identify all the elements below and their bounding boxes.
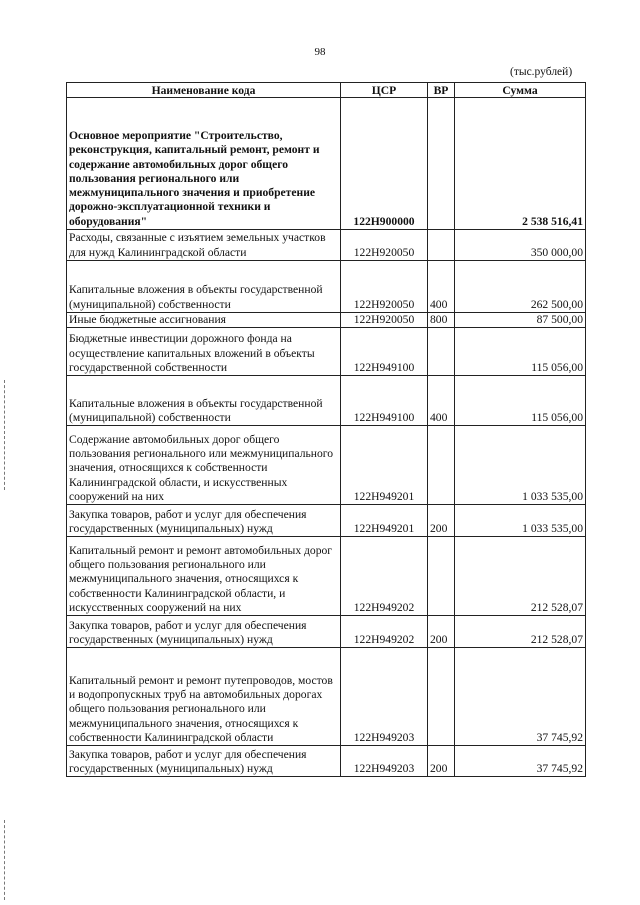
row-name: Содержание автомобильных дорог общего пользования регионального или межмуниципального значения, относящихся к собственности Калининградской области, и искусственных сооружений на них [67,426,341,505]
row-name: Закупка товаров, работ и услуг для обеспечения государственных (муниципальных) нужд [67,616,341,648]
row-name: Капитальные вложения в объекты государственной (муниципальной) собственности [67,376,341,426]
row-csr: 122Н949202 [341,537,428,616]
row-name: Капитальный ремонт и ремонт путепроводов, мостов и водопропускных труб на автомобильных дорогах общего пользования регионального или межмуниципального значения, относящихся к собственности Калининградской области [67,648,341,746]
row-vr: 400 [428,376,455,426]
row-csr: 122Н949100 [341,328,428,376]
table-row [67,648,586,746]
row-sum: 115 056,00 [455,328,586,376]
table-row [67,746,586,777]
scan-margin-mark [4,820,5,900]
row-name: Основное мероприятие "Строительство, реконструкция, капитальный ремонт, ремонт и содержание автомобильных дорог общего пользования регионального или межмуниципального значения и приобретение дорожно-эксплуатационной техники и оборудования" [67,98,341,230]
header-csr: ЦСР [341,83,428,98]
row-csr: 122Н949201 [341,505,428,537]
row-name: Капитальные вложения в объекты государственной (муниципальной) собственности [67,261,341,313]
table-row [67,261,586,313]
row-sum: 212 528,07 [455,537,586,616]
row-sum: 350 000,00 [455,230,586,261]
row-vr [428,328,455,376]
row-name: Капитальный ремонт и ремонт автомобильных дорог общего пользования регионального или межмуниципального значения, относящихся к собственности Калининградской области, и искусственных сооружений на них [67,537,341,616]
header-vr: ВР [428,83,455,98]
budget-table [66,82,586,777]
row-csr: 122Н949100 [341,376,428,426]
row-vr: 200 [428,505,455,537]
table-row [67,376,586,426]
row-vr [428,537,455,616]
row-sum: 1 033 535,00 [455,505,586,537]
row-vr: 200 [428,616,455,648]
page-number: 98 [314,46,326,58]
table-row [67,505,586,537]
row-vr [428,426,455,505]
row-sum: 262 500,00 [455,261,586,313]
row-vr: 400 [428,261,455,313]
row-name: Иные бюджетные ассигнования [67,313,341,328]
row-csr: 122Н920050 [341,230,428,261]
row-name: Закупка товаров, работ и услуг для обеспечения государственных (муниципальных) нужд [67,746,341,777]
row-sum: 37 745,92 [455,648,586,746]
table-row [67,537,586,616]
row-csr: 122Н949202 [341,616,428,648]
table-row [67,230,586,261]
row-sum: 87 500,00 [455,313,586,328]
row-name: Расходы, связанные с изъятием земельных участков для нужд Калининградской области [67,230,341,261]
table-header-row [67,83,586,98]
table-row [67,313,586,328]
row-csr: 122Н900000 [341,98,428,230]
units-label: (тыс.рублей) [510,66,573,78]
row-csr: 122Н949203 [341,746,428,777]
row-vr [428,98,455,230]
row-sum: 37 745,92 [455,746,586,777]
row-vr: 800 [428,313,455,328]
table-row [67,426,586,505]
table-row [67,98,586,230]
header-sum: Сумма [455,83,586,98]
row-vr [428,230,455,261]
row-vr [428,648,455,746]
row-sum: 212 528,07 [455,616,586,648]
row-csr: 122Н949201 [341,426,428,505]
scan-margin-mark [4,380,5,490]
row-sum: 2 538 516,41 [455,98,586,230]
header-name: Наименование кода [67,83,341,98]
row-name: Закупка товаров, работ и услуг для обеспечения государственных (муниципальных) нужд [67,505,341,537]
row-name: Бюджетные инвестиции дорожного фонда на осуществление капитальных вложений в объекты государственной собственности [67,328,341,376]
table-row [67,328,586,376]
row-vr: 200 [428,746,455,777]
table-row [67,616,586,648]
row-csr: 122Н949203 [341,648,428,746]
row-sum: 1 033 535,00 [455,426,586,505]
row-sum: 115 056,00 [455,376,586,426]
row-csr: 122Н920050 [341,313,428,328]
row-csr: 122Н920050 [341,261,428,313]
